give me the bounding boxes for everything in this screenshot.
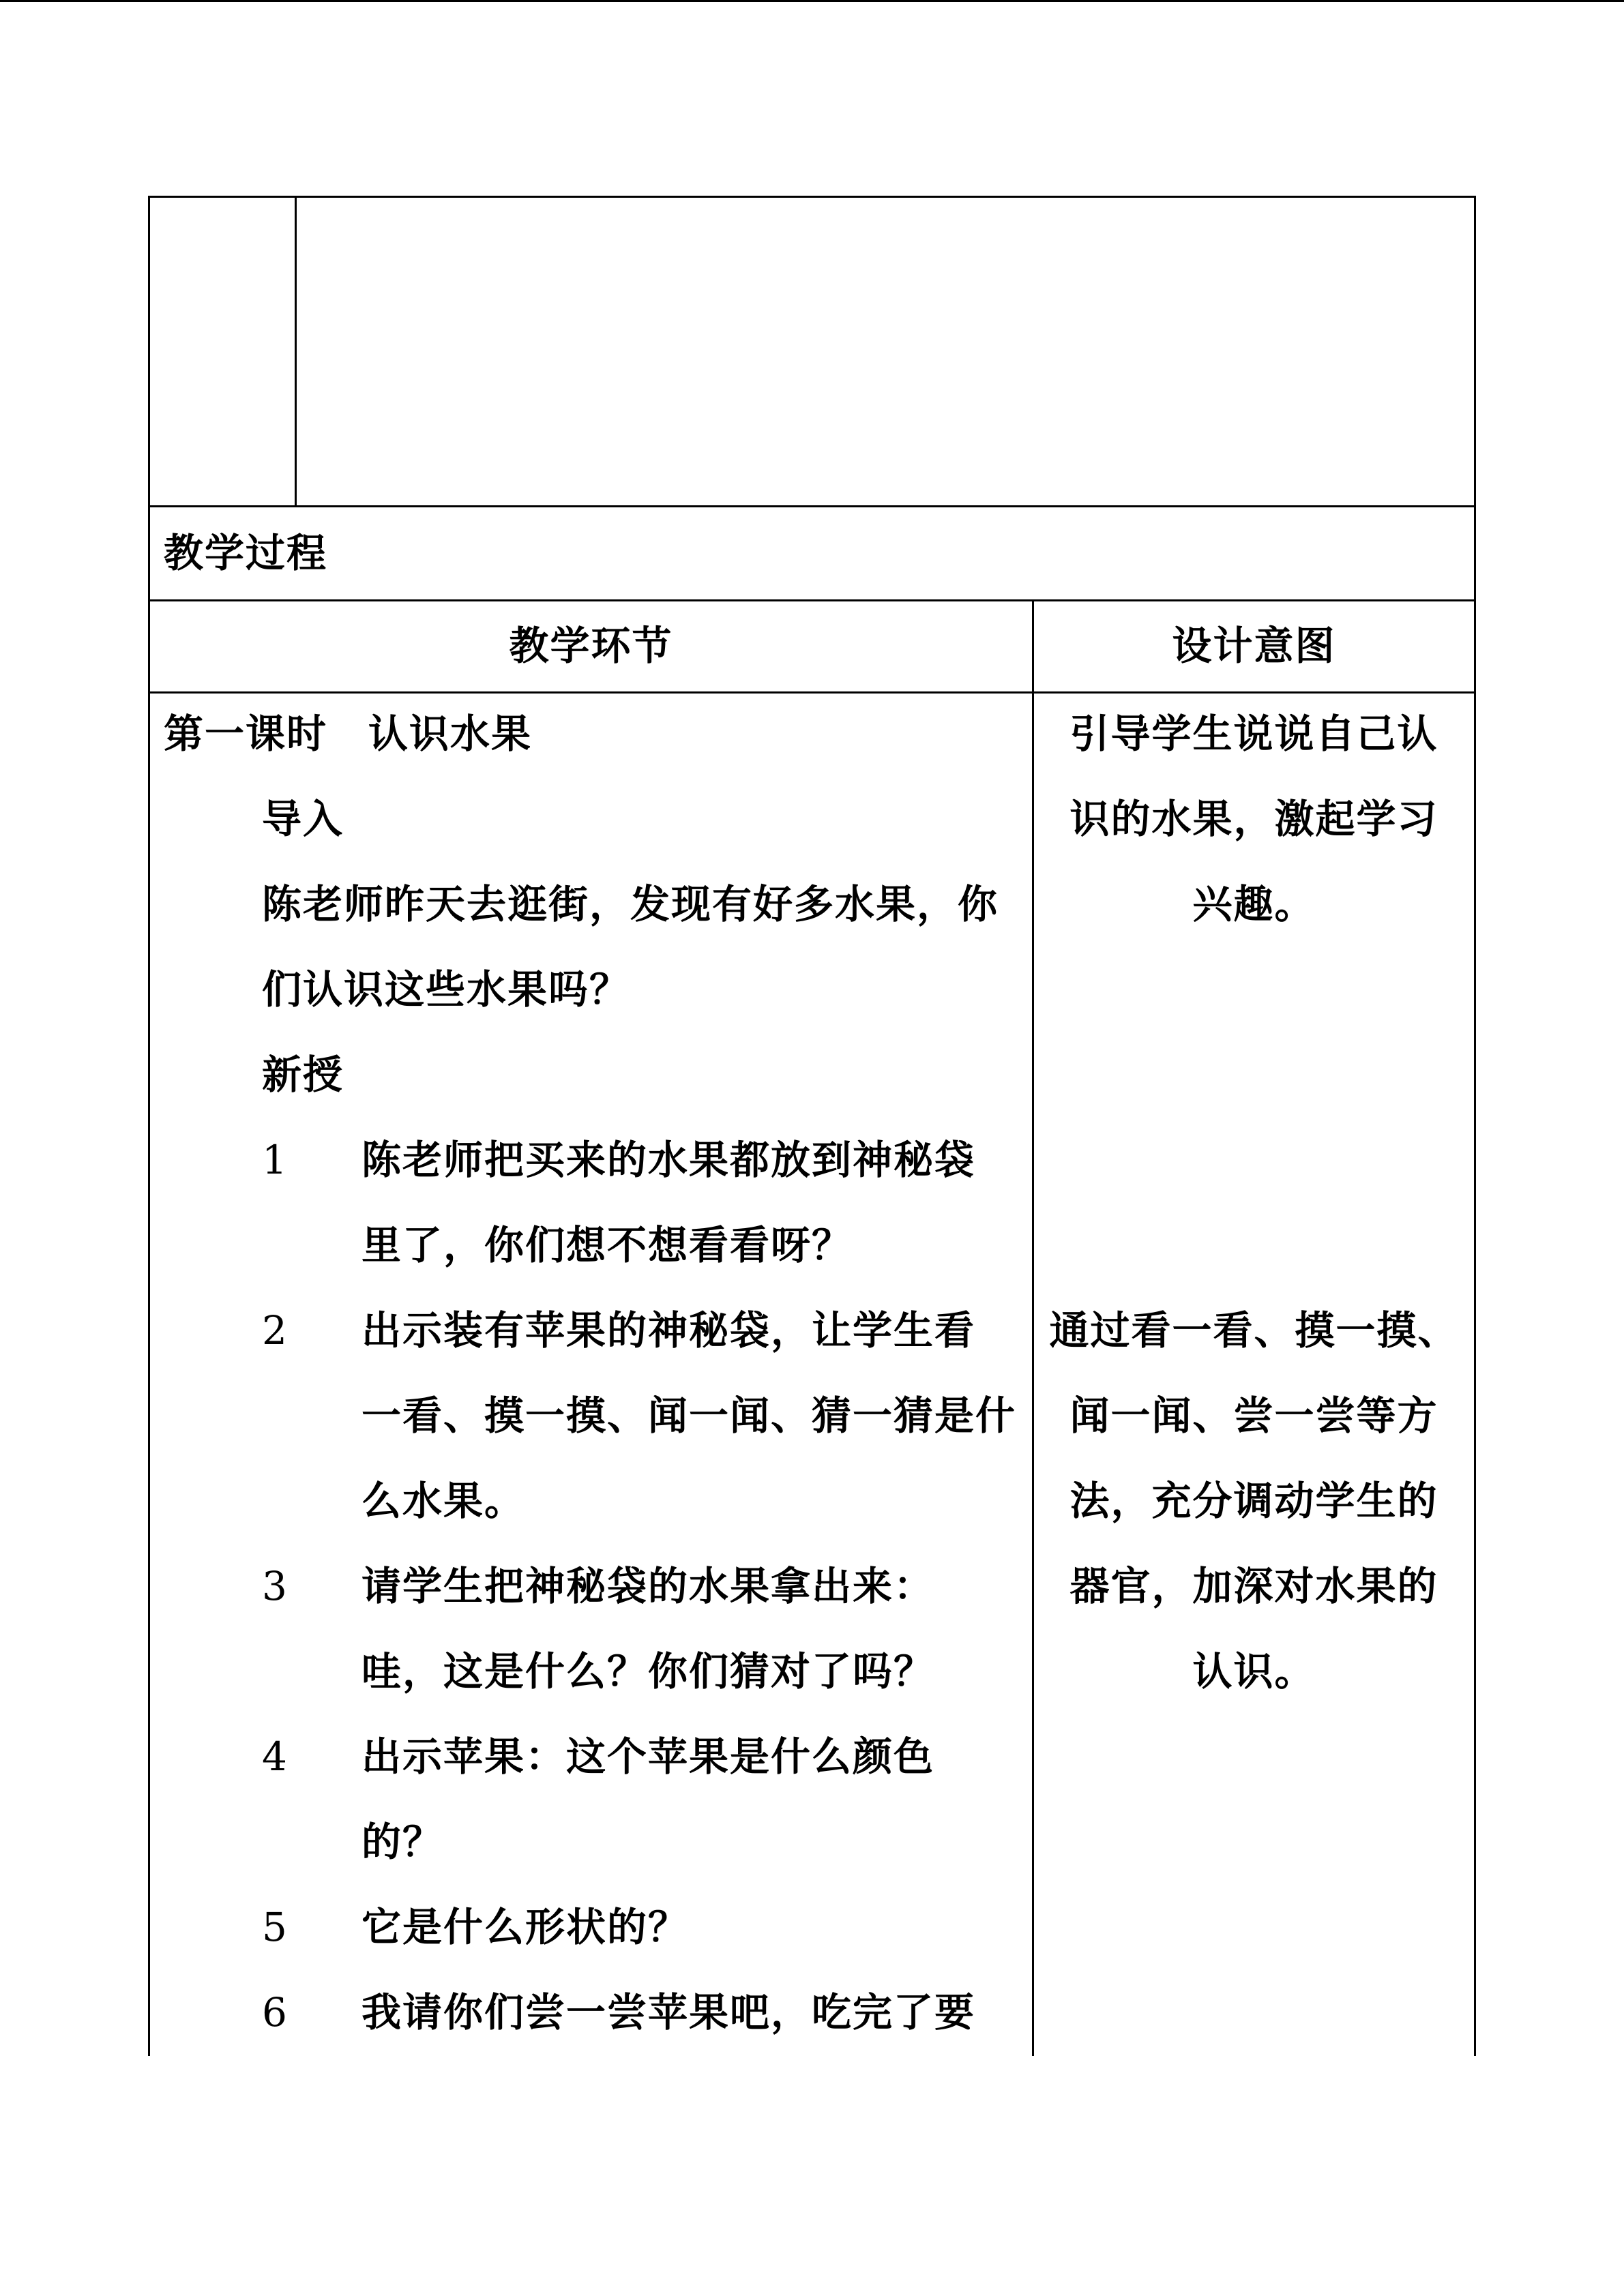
- intent-line: 法，充分调动学生的: [1069, 1478, 1438, 1524]
- intent-line: 引导学生说说自己认: [1069, 711, 1438, 757]
- section-title: 教学过程: [164, 530, 328, 576]
- table-right-border: [1474, 196, 1476, 2056]
- row-divider-header: [148, 599, 1476, 601]
- step-number: 6: [262, 1989, 289, 2036]
- intent-line: 器官，加深对水果的: [1069, 1563, 1438, 1609]
- step-line: 陈老师把买来的水果都放到神秘袋: [361, 1137, 976, 1183]
- intent-line: 通过看一看、摸一摸、: [1049, 1307, 1459, 1354]
- step-line: 的？: [361, 1819, 444, 1865]
- intent-line: 识的水果，激起学习: [1069, 796, 1438, 842]
- intent-line: 认识。: [1192, 1648, 1316, 1695]
- step-line: 哇，这是什么？你们猜对了吗？: [361, 1648, 935, 1695]
- intro-heading: 导入: [262, 796, 344, 842]
- step-line: 请学生把神秘袋的水果拿出来：: [361, 1563, 935, 1609]
- step-line: 里了，你们想不想看看呀？: [361, 1222, 853, 1268]
- intro-line: 陈老师昨天去逛街，发现有好多水果，你: [262, 881, 999, 927]
- step-number: 1: [262, 1137, 289, 1183]
- step-number: 2: [262, 1307, 289, 1354]
- page-top-border: [0, 0, 1624, 2]
- step-number: 4: [262, 1733, 289, 1780]
- step-line: 一看、摸一摸、闻一闻、猜一猜是什: [361, 1392, 1017, 1439]
- step-line: 出示装有苹果的神秘袋，让学生看: [361, 1307, 976, 1354]
- step-line: 出示苹果：这个苹果是什么颜色: [361, 1733, 935, 1780]
- top-cell-divider: [295, 196, 297, 507]
- header-teaching-step: 教学环节: [509, 623, 673, 669]
- table-left-border: [148, 196, 150, 2056]
- step-line: 我请你们尝一尝苹果吧，吃完了要: [361, 1989, 976, 2036]
- intent-line: 闻一闻、尝一尝等方: [1069, 1392, 1438, 1439]
- table-top-border: [148, 196, 1476, 198]
- row-divider-section: [148, 505, 1476, 507]
- intent-line: 兴趣。: [1192, 881, 1316, 927]
- step-number: 5: [262, 1904, 289, 1950]
- step-line: 么水果。: [361, 1478, 526, 1524]
- intro-line: 们认识这些水果吗？: [262, 966, 631, 1013]
- new-heading: 新授: [262, 1052, 344, 1098]
- step-line: 它是什么形状的？: [361, 1904, 690, 1950]
- lesson-title: 第一课时 认识水果: [164, 711, 533, 757]
- header-design-intent: 设计意图: [1172, 623, 1336, 669]
- step-number: 3: [262, 1563, 289, 1609]
